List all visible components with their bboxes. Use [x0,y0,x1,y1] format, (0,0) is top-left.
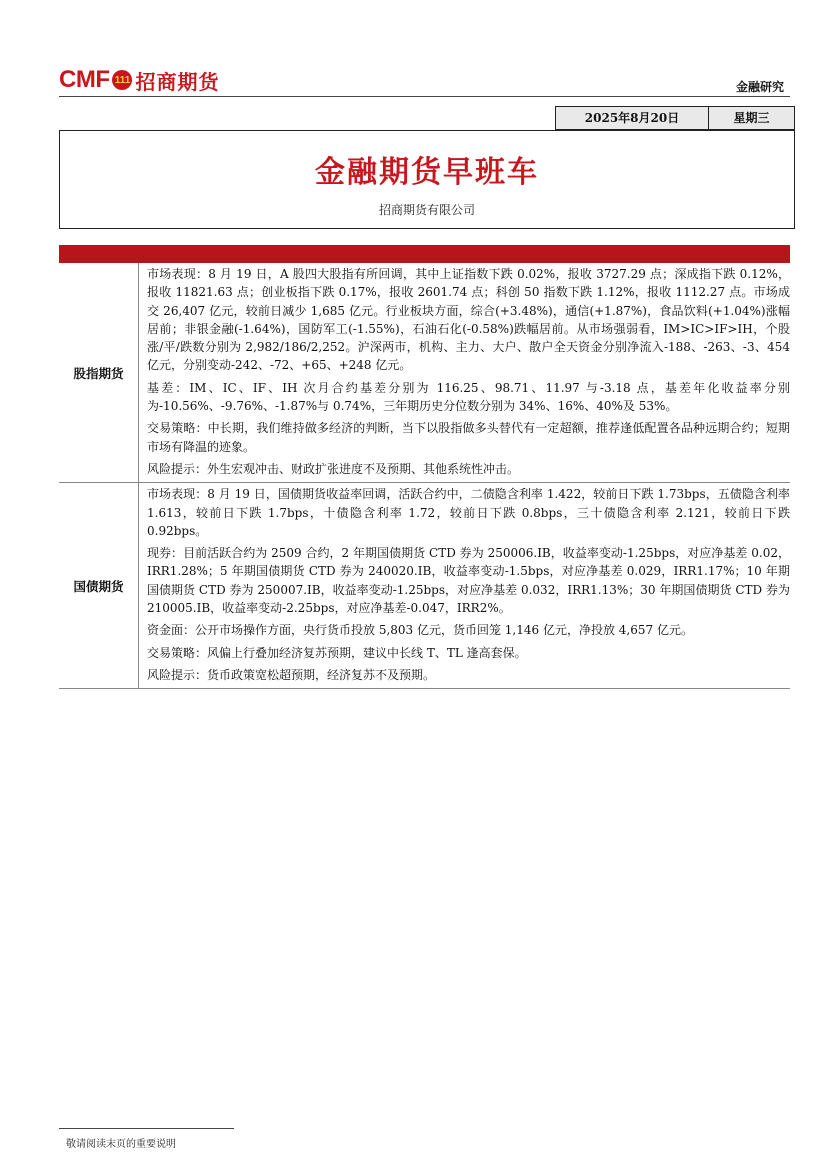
header-rule [59,96,790,97]
category-label: 国债期货 [59,483,139,689]
date-bar [555,106,795,130]
logo-chinese-text: 招商期货 [135,69,220,94]
red-banner [59,245,790,263]
logo-cmf-text: CMF [59,66,110,93]
paragraph-risk: 风险提示：外生宏观冲击、财政扩张进度不及预期、其他系统性冲击。 [147,461,520,476]
company-name: 招商期货有限公司 [378,203,475,217]
section-body [139,483,791,689]
paragraph-market: 市场表现：8 月 19 日，A 股四大股指有所回调，其中上证指数下跌 0.02%，报收 3727.29 点；深成指下跌 0.12%，报收 11821.63 点；创业板指下跌 0.17%，报收 2601.74 点；科创 50 指数下跌 1.12%，报收 1112.27 点。市场成交 26,407 亿元，较前日减少 1,685 亿元。行业板块方面，综合(+3.48%)，通信(+1.87%)，食品饮料(+1.04%)涨幅居前；非银金融(-1.64%)，国防军工(-1.55%)，石油石化(-0.58%)跌幅居前。从市场强弱看，IM>IC>IF>IH，个股涨/平/跌数分别为 2,982/186/2,252。沪深两市，机构、主力、大户、散户全天资金分别净流入-188、-263、-3、454 亿元，分别变动-242、-72、+65、+248 亿元。 [147,267,790,373]
report-weekday: 星期三 [733,111,770,125]
paragraph-market: 市场表现：8 月 19 日，国债期货收益率回调，活跃合约中，二债隐含利率 1.422，较前日下跌 1.73bps，五债隐含利率 1.613，较前日下跌 1.7bps，十债隐含利率 1.72，较前日下跌 0.8bps，三十债隐含利率 2.121，较前日下跌 0.92bps。 [147,487,790,538]
paragraph-strategy: 交易策略：中长期，我们维持做多经济的判断，当下以股指做多头替代有一定超额，推荐逢低配置各品种远期合约；短期市场有降温的迹象。 [147,421,790,454]
logo-badge-icon [112,70,132,90]
logo-badge-text: 111 [114,74,131,86]
paragraph-bonds: 现券：目前活跃合约为 2509 合约，2 年期国债期货 CTD 券为 250006.IB，收益率变动-1.25bps，对应净基差 0.02，IRR1.28%；5 年期国债期货 CTD 券为 240020.IB，收益率变动-1.5bps，对应净基差 0.029，IRR1.17%；10 年期国债期货 CTD 券为 250007.IB，收益率变动-1.25bps，对应净基差 0.032，IRR1.13%；30 年期国债期货 CTD 券为 210005.IB，收益率变动-2.25bps，对应净基差-0.047，IRR2%。 [147,546,790,616]
paragraph-strategy: 交易策略：风偏上行叠加经济复苏预期，建议中长线 T、TL 逢高套保。 [147,645,527,660]
section-body [139,263,791,483]
section-label: 金融研究 [735,80,784,94]
category-label: 股指期货 [59,263,139,483]
section-row-treasury [59,483,790,689]
report-date: 2025年8月20日 [584,111,680,125]
footer-note: 敬请阅读末页的重要说明 [66,1139,176,1150]
page-title: 金融期货早班车 [315,155,539,190]
company-logo [59,66,219,94]
title-box [59,130,795,229]
paragraph-risk: 风险提示：货币政策宽松超预期，经济复苏不及预期。 [147,667,436,682]
content-table [59,263,790,689]
paragraph-liquidity: 资金面：公开市场操作方面，央行货币投放 5,803 亿元，货币回笼 1,146 亿元，净投放 4,657 亿元。 [147,623,693,638]
paragraph-basis: 基差：IM、IC、IF、IH 次月合约基差分别为 116.25、98.71、11.97 与-3.18 点，基差年化收益率分别为-10.56%、-9.76%、-1.87%与 0.74%，三年期历史分位数分别为 34%、16%、40%及 53%。 [147,380,790,414]
section-row-stock-index [59,263,790,483]
footer-rule [59,1128,234,1129]
